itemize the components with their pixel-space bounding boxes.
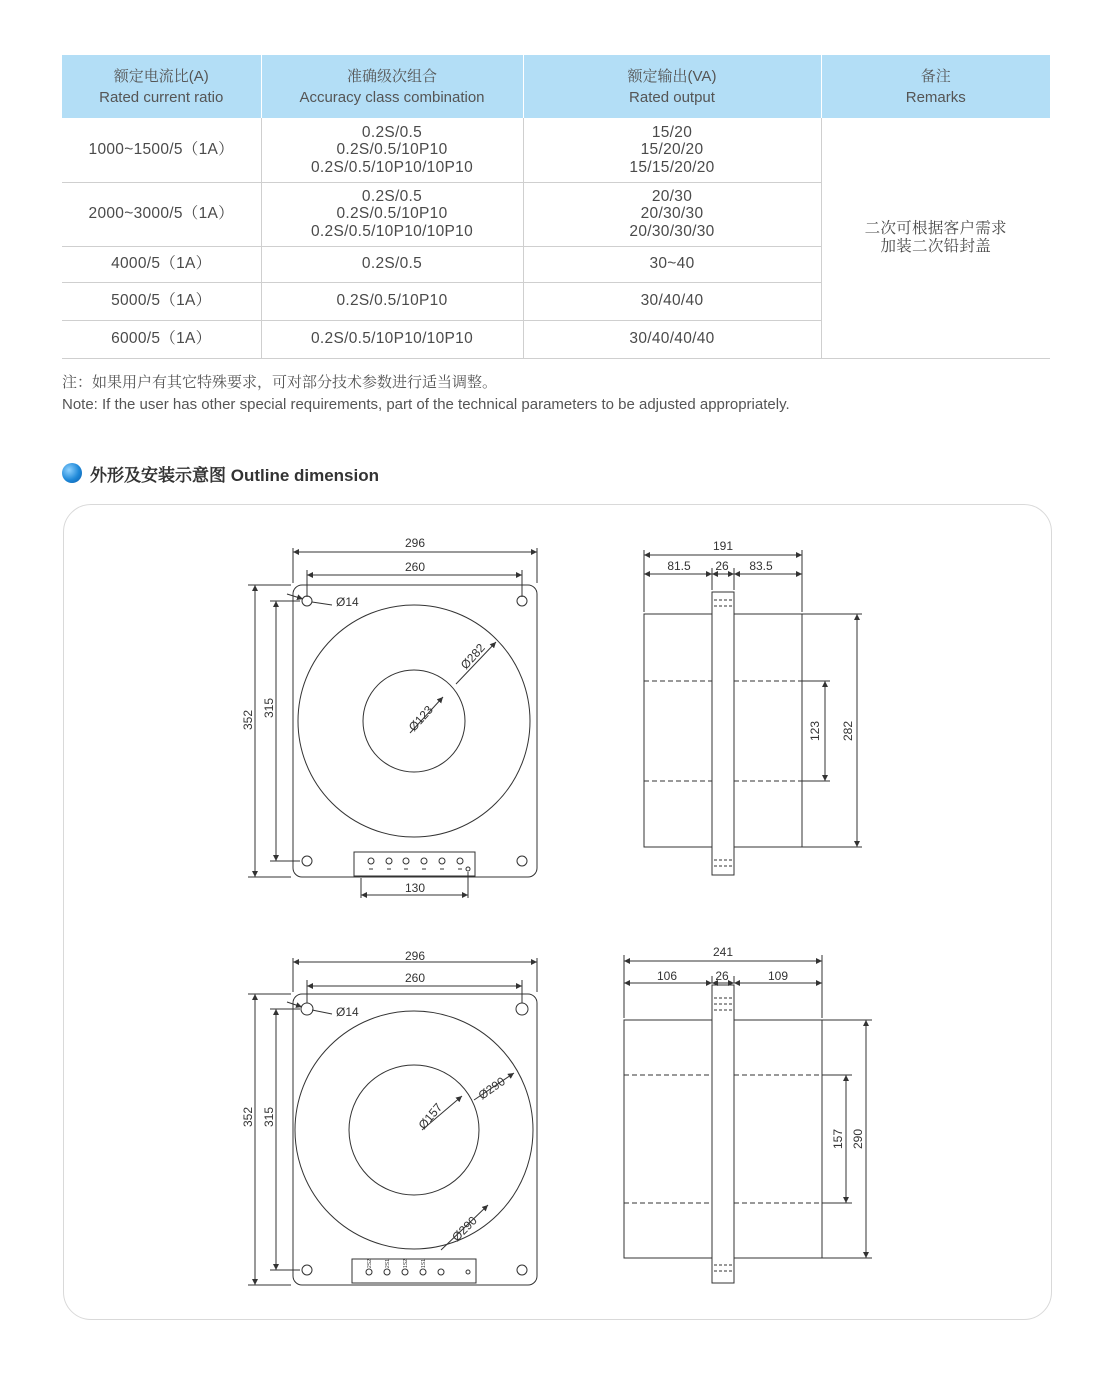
dim-side-left-2: 106 [656, 969, 678, 983]
dim-width-holes-2: 260 [404, 971, 426, 985]
output-cell: 20/30 20/30/30 20/30/30/30 [523, 182, 821, 246]
dim-inner-dia-1: Ø123 [405, 702, 436, 735]
remarks-cell: 二次可根据客户需求 加装二次铅封盖 [821, 118, 1050, 358]
accuracy-cell: 0.2S/0.5 0.2S/0.5/10P10 0.2S/0.5/10P10/10P10 [261, 182, 523, 246]
accuracy-cell: 0.2S/0.5 [261, 246, 523, 282]
dim-height-holes-1: 315 [262, 697, 276, 719]
dim-side-total-1: 191 [712, 539, 734, 553]
dim-height-holes-2: 315 [262, 1106, 276, 1128]
dim-side-right-1: 83.5 [749, 559, 773, 573]
dim-outer-dia-2b: Ø290 [449, 1213, 480, 1245]
dim-hole-dia-2: Ø14 [336, 1005, 359, 1019]
note-en: Note: If the user has other special requirements, part of the technical parameters to be adjusted appropriately. [62, 396, 790, 413]
output-cell: 30~40 [523, 246, 821, 282]
dim-width-outer-1: 296 [404, 536, 426, 550]
dim-side-outer-2: 290 [851, 1128, 865, 1150]
dim-width-holes-1: 260 [404, 560, 426, 574]
accuracy-cell: 0.2S/0.5/10P10 [261, 282, 523, 320]
output-cell: 30/40/40 [523, 282, 821, 320]
ratio-cell: 2000~3000/5（1A） [62, 182, 261, 246]
section-title-text: 外形及安装示意图 Outline dimension [90, 465, 380, 485]
front-view-2 [248, 958, 537, 1285]
output-cell: 15/20 15/20/20 15/15/20/20 [523, 118, 821, 182]
dim-side-left-1: 81.5 [667, 559, 691, 573]
dim-width-outer-2: 296 [404, 949, 426, 963]
dim-outer-dia-1: Ø282 [457, 640, 488, 673]
dim-side-total-2: 241 [712, 945, 734, 959]
terminal-label: 1S1 [421, 1259, 427, 1268]
output-cell: 30/40/40/40 [523, 320, 821, 358]
note-cn: 注：如果用户有其它特殊要求，可对部分技术参数进行适当调整。 [62, 374, 498, 391]
dim-side-mid-1: 26 [715, 559, 729, 573]
front-view-1 [248, 548, 537, 898]
terminal-label: 1S2 [403, 1259, 409, 1268]
dim-side-inner-2: 157 [831, 1128, 845, 1150]
header-rated-output: 额定输出(VA) Rated output [523, 55, 821, 118]
ratio-cell: 4000/5（1A） [62, 246, 261, 282]
terminal-label: 2S1 [385, 1259, 391, 1268]
dim-side-outer-1: 282 [841, 720, 855, 742]
side-view-2 [624, 955, 872, 1283]
header-remarks: 备注 Remarks [821, 55, 1050, 118]
ratio-cell: 5000/5（1A） [62, 282, 261, 320]
ratio-cell: 1000~1500/5（1A） [62, 118, 261, 182]
dim-inner-dia-2: Ø157 [415, 1100, 446, 1132]
header-rated-current-ratio: 额定电流比(A) Rated current ratio [62, 55, 261, 118]
dim-side-inner-1: 123 [808, 720, 822, 742]
dim-terminal-width-1: 130 [404, 881, 426, 895]
dim-side-right-2: 109 [767, 969, 789, 983]
accuracy-cell: 0.2S/0.5 0.2S/0.5/10P10 0.2S/0.5/10P10/10P10 [261, 118, 523, 182]
terminal-label: 2S2 [367, 1259, 373, 1268]
side-view-1 [644, 550, 862, 875]
dim-outer-dia-2: Ø290 [475, 1074, 508, 1103]
dim-height-outer-2: 352 [241, 1106, 255, 1128]
accuracy-cell: 0.2S/0.5/10P10/10P10 [261, 320, 523, 358]
header-accuracy-class: 准确级次组合 Accuracy class combination [261, 55, 523, 118]
dim-hole-dia-1: Ø14 [336, 595, 359, 609]
ratio-cell: 6000/5（1A） [62, 320, 261, 358]
dim-side-mid-2: 26 [715, 969, 729, 983]
dim-height-outer-1: 352 [241, 709, 255, 731]
